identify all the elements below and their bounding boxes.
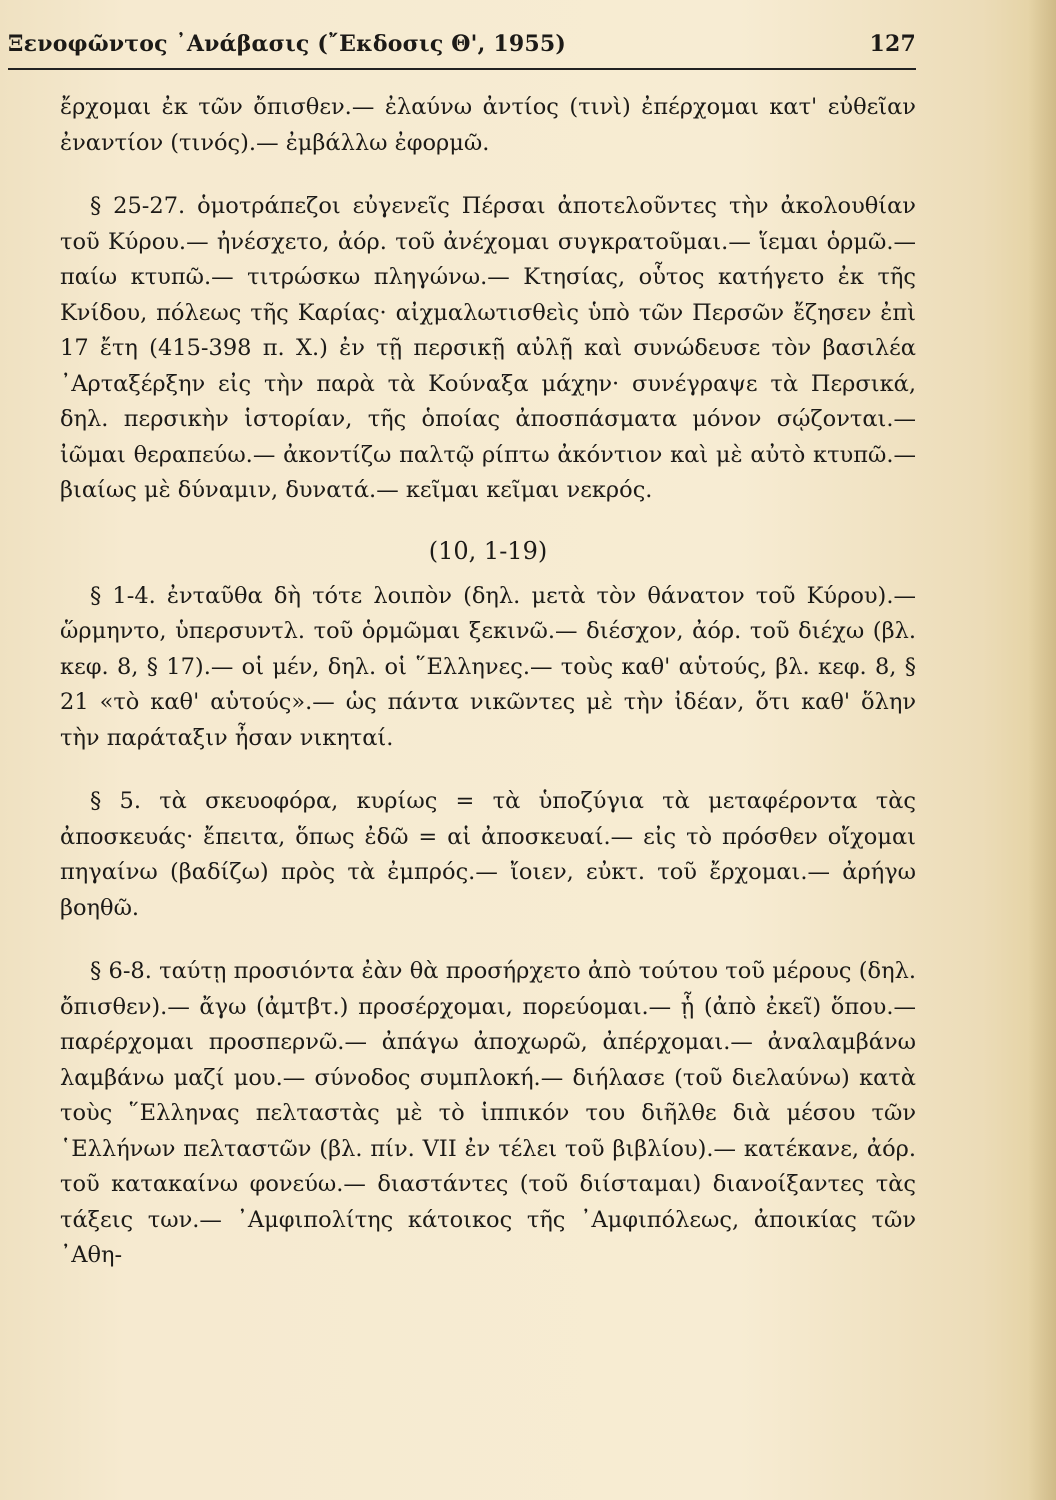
page-edge-shadow (1028, 0, 1056, 1500)
running-header (8, 22, 916, 66)
header-rule (8, 68, 916, 70)
page-number: 127 (869, 31, 916, 57)
paragraph-section-25-27: § 25-27. ὁμοτράπεζοι εὐγενεῖς Πέρσαι ἀποτελοῦντες τὴν ἀκολουθίαν τοῦ Κύρου.— ἠνέσχετο, ἀόρ. τοῦ ἀνέχομαι συγκρατοῦμαι.— ἵεμαι ὁρμῶ.— παίω κτυπῶ.— τιτρώσκω πληγώνω.— Κτησίας, οὗτος κατήγετο ἐκ τῆς Κνίδου, πόλεως τῆς Καρίας· αἰχμαλωτισθεὶς ὑπὸ τῶν Περσῶν ἔζησεν ἐπὶ 17 ἔτη (415-398 π. Χ.) ἐν τῇ περσικῇ αὐλῇ καὶ συνώδευσε τὸν βασιλέα ᾿Αρταξέρξην εἰς τὴν παρὰ τὰ Κούναξα μάχην· συνέγραψε τὰ Περσικά, δηλ. περσικὴν ἱστορίαν, τῆς ὁποίας ἀποσπάσματα μόνον σῴζονται.— ἰῶμαι θεραπεύω.— ἀκοντίζω παλτῷ ρίπτω ἀκόντιον καὶ μὲ αὐτὸ κτυπῶ.— βιαίως μὲ δύναμιν, δυνατά.— κεῖμαι κεῖμαι νεκρός. (60, 193, 916, 503)
section-heading: (10, 1-19) (428, 536, 548, 565)
paragraph-continuation: ἔρχομαι ἐκ τῶν ὄπισθεν.— ἐλαύνω ἀντίος (τινὶ) ἐπέρχομαι κατ' εὐθεῖαν ἐναντίον (τινός).— ἐμβάλλω ἐφορμῶ. (60, 94, 916, 156)
paragraph-section-1-4: § 1-4. ἐνταῦθα δὴ τότε λοιπὸν (δηλ. μετὰ τὸν θάνατον τοῦ Κύρου).— ὥρμηντο, ὑπερσυντλ. τοῦ ὁρμῶμαι ξεκινῶ.— διέσχον, ἀόρ. τοῦ διέχω (βλ. κεφ. 8, § 17).— οἱ μέν, δηλ. οἱ ῞Ελληνες.— τοὺς καθ' αὑτούς, βλ. κεφ. 8, § 21 «τὸ καθ' αὑτούς».— ὡς πάντα νικῶντες μὲ τὴν ἰδέαν, ὅτι καθ' ὅλην τὴν παράταξιν ἦσαν νικηταί. (60, 582, 916, 751)
paragraph-section-5: § 5. τὰ σκευοφόρα, κυρίως = τὰ ὑποζύγια τὰ μεταφέροντα τὰς ἀποσκευάς· ἔπειτα, ὅπως ἐδῶ = αἱ ἀποσκευαί.— εἰς τὸ πρόσθεν οἴχομαι πηγαίνω (βαδίζω) πρὸς τὰ ἐμπρός.— ἴοιεν, εὐκτ. τοῦ ἔρχομαι.— ἀρήγω βοηθῶ. (60, 788, 916, 921)
running-title: Ξενοφῶντος ᾿Ανάβασις (῎Εκδοσις Θ', 1955) (8, 31, 566, 57)
page-body (60, 90, 916, 1274)
paragraph-section-6-8: § 6-8. ταύτῃ προσιόντα ἐὰν θὰ προσήρχετο ἀπὸ τούτου τοῦ μέρους (δηλ. ὄπισθεν).— ἄγω (ἀμτβτ.) προσέρχομαι, πορεύομαι.— ᾗ (ἀπὸ ἐκεῖ) ὅπου.— παρέρχομαι προσπερνῶ.— ἀπάγω ἀποχωρῶ, ἀπέρχομαι.— ἀναλαμβάνω λαμβάνω μαζί μου.— σύνοδος συμπλοκή.— διήλασε (τοῦ διελαύνω) κατὰ τοὺς ῞Ελληνας πελταστὰς μὲ τὸ ἱππικόν του διῆλθε διὰ μέσου τῶν ῾Ελλήνων πελταστῶν (βλ. πίν. VII ἐν τέλει τοῦ βιβλίου).— κατέκανε, ἀόρ. τοῦ κατακαίνω φονεύω.— διαστάντες (τοῦ διίσταμαι) διανοίξαντες τὰς τάξεις των.— ᾿Αμφιπολίτης κάτοικος τῆς ᾿Αμφιπόλεως, ἀποικίας τῶν ᾿Αθη- (60, 958, 916, 1268)
